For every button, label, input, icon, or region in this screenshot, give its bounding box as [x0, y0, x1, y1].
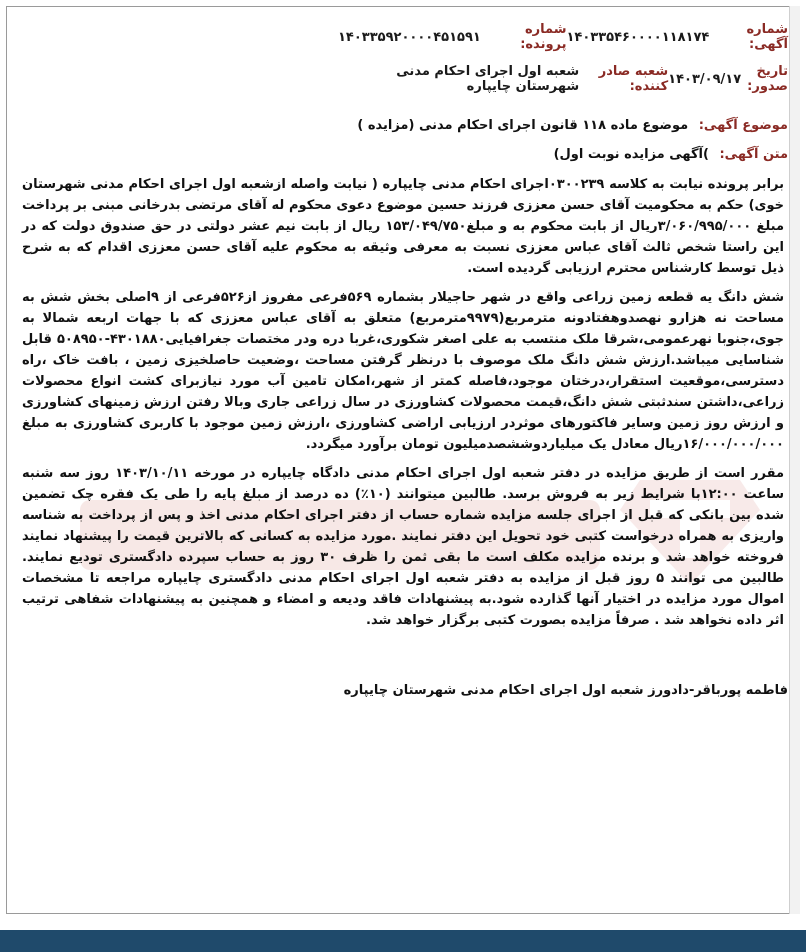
case-number [338, 22, 567, 52]
issue-date-value: ۱۴۰۳/۰۹/۱۷ [668, 71, 742, 87]
case-number-label: شماره پرونده: [520, 22, 567, 52]
paragraph-auction-terms: مقرر است از طریق مزایده در دفتر شعبه اول اجرای احکام مدنی دادگاه چایپاره در مورخه ۱۴۰۳/۱۰/۱۱ روز سه شنبه ساعت ۱۲:۰۰با شرایط زیر به فروش برسد. طالبین میتوانند (۱۰٪) ده درصد از مبلغ پایه را طی یک فقره چک تضمین شده بین بانکی که قبل از اجرای جلسه مزایده شماره حساب از دفتر اجرای احکام مدنی اخذ و پس از پرداخت به شناسه واریزی به همراه درخواست کتبی خود تحویل این دفتر نمایند .مورد مزایده به کسانی که بالاترین قیمت را پیشنهاد نمایند فروخته خواهد شد و برنده مزایده مکلف است ما بقی ثمن را ظرف ۳۰ روز به حساب سپرده دادگستری تودیع نمایند. طالبین می توانند ۵ روز قبل از مزایده به دفتر شعبه اول اجرای احکام مدنی دادگستری چایپاره مراجعه تا مشخصات اموال مورد مزایده در اختیار آنها گذارده شود.به پیشنهادات فاقد ودیعه و امضاء و همچنین به پیشنهادات شفاهی ترتیب اثر داده نخواهد شد . صرفاً مزایده بصورت کتبی برگزار خواهد شد. [22, 466, 784, 628]
issue-date [668, 64, 788, 94]
issuing-branch-label: شعبه صادر کننده: [598, 64, 669, 94]
header-row-1 [18, 20, 788, 54]
issue-date-label: تاریخ صدور: [747, 64, 788, 94]
notice-number-value: ۱۴۰۳۳۵۴۶۰۰۰۰۱۱۸۱۷۴ [566, 29, 710, 45]
issuing-branch-value: شعبه اول اجرای احکام مدنی شهرستان چایپاره [396, 64, 580, 94]
notice-text-value: )آگهی مزایده نوبت اول) [553, 147, 709, 162]
scrollbar-track[interactable] [789, 6, 800, 914]
notice-text-title [18, 147, 788, 162]
notice-subject [18, 118, 788, 133]
notice-content [18, 20, 788, 698]
subject-value: موضوع ماده ۱۱۸ قانون اجرای احکام مدنی (مزایده ) [357, 118, 689, 133]
notice-number-label: شماره آگهی: [746, 22, 788, 52]
bottom-bar [0, 930, 806, 952]
case-number-value: ۱۴۰۳۳۵۹۲۰۰۰۰۴۵۱۵۹۱ [338, 29, 481, 45]
notice-text-label: متن آگهی: [719, 147, 788, 162]
signature: فاطمه پورباقر-دادورز شعبه اول اجرای احکام مدنی شهرستان چایپاره [343, 683, 788, 698]
notice-number [567, 22, 789, 52]
paragraph-case: برابر پرونده نیابت به کلاسه ۰۳۰۰۲۳۹اجرای احکام مدنی چایپاره ( نیابت واصله ازشعبه اول اجرای احکام مدنی شهرستان خوی) حکم به محکومیت آقای حسن معززی فرزند حسین موضوع دعوی محکوم له آقای مرتضی بدرخانی مبنی بر پرداخت مبلغ ۳/۰۶۰/۹۹۵/۰۰۰ریال از بابت محکوم به و مبلغ۱۵۳/۰۴۹/۷۵۰ ریال از بابت نیم عشر دولتی در حق صندوق دولت که در این راستا شخص ثالث آقای عباس معززی نسبت به معرفی وثیقه به محکوم علیه آقای حسن معززی اقدام که به شرح ذیل توسط کارشناس محترم ارزیابی گردیده است. [22, 177, 784, 276]
header-row-2 [18, 62, 788, 96]
subject-label: موضوع آگهی: [698, 118, 788, 133]
paragraph-property: شش دانگ یه قطعه زمین زراعی واقع در شهر حاجیلار بشماره ۵۶۹فرعی مفروز از۵۲۶فرعی از ۹اصلی بخش شش به مساحت نه هزارو نهصدوهفتادونه مترمربع(۹۹۷۹مترمربع) متعلق به آقای عباس معززی که با جهات اربعه شمالا به جوی،جنوبا نهرعمومی،شرقا ملک منتسب به علی اصغر شکوری،غربا دره ودر مختصات جغرافیایی۴۳۰۱۸۸۰-۵۰۸۹۵۰ قابل شناسایی میباشد.ارزش شش دانگ ملک موصوف با درنظر گرفتن مساحت ،وضعیت حاصلخیزی زمین ، بافت خاک ،راه دسترسی،موقعیت استقرار،درختان موجود،فاصله کمتر از شهر،امکان تامین آب مورد نیازبرای کشت انواع محصولات زراعی،داشتن سندثبتی شش دانگ،قیمت محصولات کشاورزی در سال زراعی جاری وبالا رفتن ارزش زمینهای کشاورزی و ارزش روز زمین وسایر فاکتورهای موثردر ارزیابی اراضی کشاورزی ،ارزش زمین موجود با کاربری کشاورزی به مبلغ ۱۶/۰۰۰/۰۰۰/۰۰۰ریال معادل یک میلیاردوششصدمیلیون تومان برآورد میگردد. [22, 290, 785, 452]
issuing-branch [358, 64, 668, 94]
